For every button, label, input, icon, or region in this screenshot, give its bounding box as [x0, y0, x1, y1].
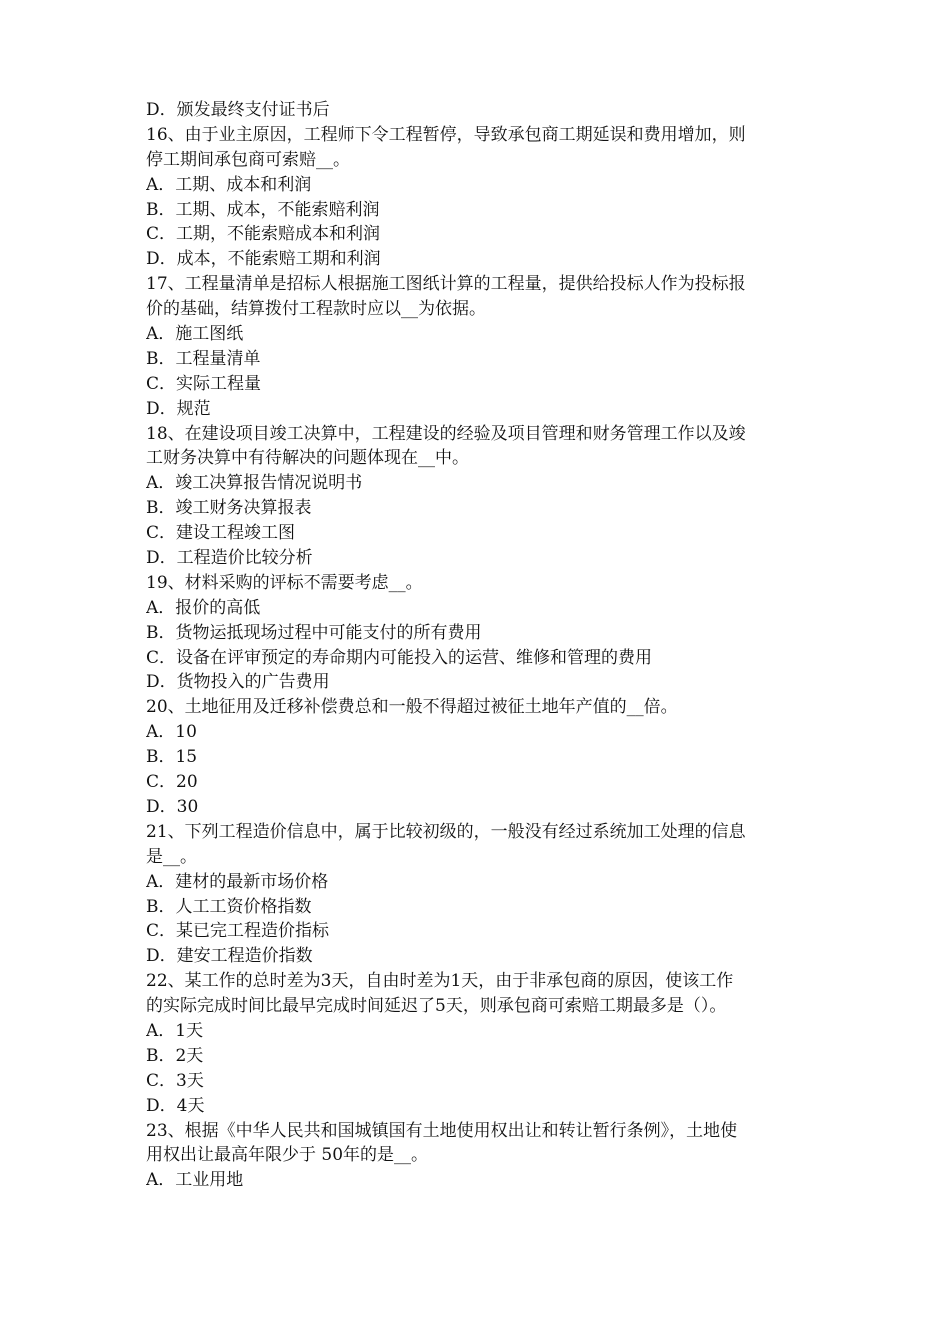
q21-stem-line-2: 是__。 [146, 846, 197, 867]
q22-stem-line-1: 22、某工作的总时差为3天，自由时差为1天，由于非承包商的原因，使该工作 [146, 971, 734, 992]
q17-option-a: A．施工图纸 [146, 324, 244, 345]
q23-option-a: A．工业用地 [146, 1170, 244, 1191]
q21-option-d: D．建安工程造价指数 [146, 946, 313, 967]
q18-option-b: B．竣工财务决算报表 [146, 498, 312, 519]
q22-option-b: B．2天 [146, 1045, 204, 1066]
q16-stem-line-1: 16、由于业主原因，工程师下令工程暂停，导致承包商工期延误和费用增加，则 [146, 124, 746, 145]
q18-option-d: D．工程造价比较分析 [146, 548, 313, 569]
q16-option-b: B．工期、成本，不能索赔利润 [146, 199, 380, 220]
q17-stem-line-1: 17、工程量清单是招标人根据施工图纸计算的工程量，提供给投标人作为投标报 [146, 274, 746, 295]
q20-option-c: C．20 [146, 772, 198, 793]
q21-option-a: A．建材的最新市场价格 [146, 871, 329, 892]
q22-option-c: C．3天 [146, 1070, 204, 1091]
q20-stem: 20、土地征用及迁移补偿费总和一般不得超过被征土地年产值的__倍。 [146, 697, 678, 718]
document-page [146, 98, 814, 1193]
q21-stem-line-1: 21、下列工程造价信息中，属于比较初级的，一般没有经过系统加工处理的信息 [146, 821, 746, 842]
q19-option-c: C．设备在评审预定的寿命期内可能投入的运营、维修和管理的费用 [146, 647, 653, 668]
q23-stem-line-2: 用权出让最高年限少于 50年的是__。 [146, 1145, 429, 1166]
q16-option-a: A．工期、成本和利润 [146, 174, 312, 195]
q17-stem-line-2: 价的基础，结算拨付工程款时应以__为依据。 [146, 299, 486, 320]
q16-stem-line-2: 停工期间承包商可索赔__。 [146, 149, 350, 170]
q16-option-c: C．工期，不能索赔成本和利润 [146, 224, 381, 245]
q23-stem-line-1: 23、根据《中华人民共和国城镇国有土地使用权出让和转让暂行条例》，土地使 [146, 1120, 738, 1141]
q15-option-d: D．颁发最终支付证书后 [146, 100, 330, 120]
q22-option-d: D．4天 [146, 1095, 205, 1116]
q18-option-c: C．建设工程竣工图 [146, 523, 296, 544]
q21-option-b: B．人工工资价格指数 [146, 896, 312, 917]
q17-option-b: B．工程量清单 [146, 348, 261, 369]
q20-option-a: A．10 [146, 722, 197, 743]
q20-option-b: B．15 [146, 747, 198, 768]
q21-option-c: C．某已完工程造价指标 [146, 921, 330, 942]
q19-stem: 19、材料采购的评标不需要考虑__。 [146, 572, 423, 593]
q18-stem-line-2: 工财务决算中有待解决的问题体现在__中。 [146, 448, 469, 469]
q22-stem-line-2: 的实际完成时间比最早完成时间延迟了5天，则承包商可索赔工期最多是（）。 [146, 996, 727, 1017]
q19-option-a: A．报价的高低 [146, 597, 261, 618]
q18-stem-line-1: 18、在建设项目竣工决算中，工程建设的经验及项目管理和财务管理工作以及竣 [146, 423, 746, 444]
q22-option-a: A．1天 [146, 1020, 204, 1041]
q17-option-c: C．实际工程量 [146, 373, 262, 394]
q20-option-d: D．30 [146, 796, 199, 817]
q18-option-a: A．竣工决算报告情况说明书 [146, 473, 363, 494]
q19-option-d: D．货物投入的广告费用 [146, 672, 330, 693]
q17-option-d: D．规范 [146, 398, 211, 419]
q16-option-d: D．成本，不能索赔工期和利润 [146, 249, 381, 270]
q19-option-b: B．货物运抵现场过程中可能支付的所有费用 [146, 622, 482, 643]
